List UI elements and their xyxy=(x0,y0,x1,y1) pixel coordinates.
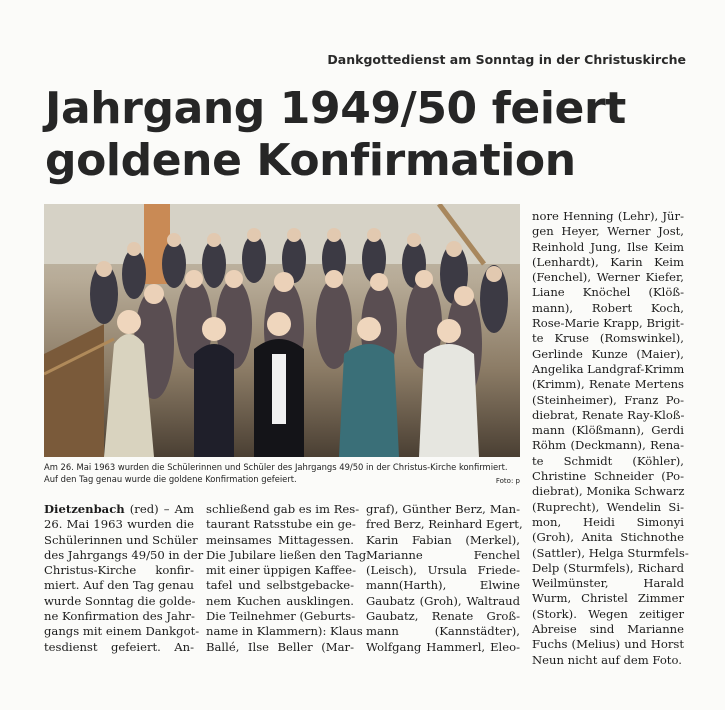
column-line: schließend gab es im Res- xyxy=(206,502,360,516)
column-line: te Kruse (Romswinkel), xyxy=(532,331,684,346)
column-line: (red) – Am xyxy=(129,502,194,516)
kicker: Dankgottedienst am Sonntag in der Christuskirche xyxy=(327,52,686,67)
column-line: des Jahrgangs 49/50 in der xyxy=(44,547,204,562)
column-line: Die Jubilare ließen den Tag xyxy=(206,547,367,562)
column-line: (Groh), Anita Stichnothe xyxy=(532,530,684,545)
column-line: Ballé, Ilse Beller (Mar- xyxy=(206,639,354,654)
column-line: (Leisch), Ursula Friede- xyxy=(366,563,520,578)
headline-line-1: Jahrgang 1949/50 feiert xyxy=(45,83,626,134)
column-line: Christus-Kirche konfir- xyxy=(44,563,194,578)
column-line: mann (Kannstädter), xyxy=(366,624,520,639)
article-column-3 xyxy=(366,502,523,655)
column-line: (Fenchel), Werner Kiefer, xyxy=(532,270,684,285)
column-line: Fuchs (Melius) und Horst xyxy=(532,637,684,652)
column-line: (Sattler), Helga Sturmfels- xyxy=(532,545,689,560)
headline-line-2: goldene Konfirmation xyxy=(45,135,576,186)
caption-text: Am 26. Mai 1963 wurden die Schülerinnen und Schüler des Jahrgangs 49/50 in der Christus-Kirche konfirmiert. Auf den Tag genau wurde die goldene Konfirmation gefeiert. xyxy=(44,462,508,484)
column-line: meinsames Mittagessen. xyxy=(206,532,354,547)
column-line: mann), Robert Koch, xyxy=(532,300,684,315)
column-line: Weilmünster, Harald xyxy=(532,576,684,591)
column-line: mon, Heidi Simonyi xyxy=(532,514,684,529)
column-line: Gerlinde Kunze (Maier), xyxy=(532,346,684,361)
column-line: Wurm, Christel Zimmer xyxy=(532,591,684,606)
column-line: miert. Auf den Tag genau xyxy=(44,578,194,593)
headline xyxy=(45,83,626,187)
column-line: graf), Günther Berz, Man- xyxy=(366,502,520,516)
column-line: Schülerinnen und Schüler xyxy=(44,532,198,547)
column-line: Wolfgang Hammerl, Eleo- xyxy=(366,639,520,654)
group-photo-illustration xyxy=(44,204,520,457)
column-line: (Steinheimer), Franz Po- xyxy=(532,392,684,407)
column-line: Rose-Marie Krapp, Brigit- xyxy=(532,316,684,331)
column-line: Reinhold Jung, Ilse Keim xyxy=(532,239,684,254)
dateline: Dietzenbach xyxy=(44,502,125,516)
column-line: Karin Fabian (Merkel), xyxy=(366,532,520,547)
column-line: Die Teilnehmer (Geburts- xyxy=(206,609,356,624)
column-line: Marianne Fenchel xyxy=(366,547,520,562)
column-line: tafel und selbstgebacke- xyxy=(206,578,354,593)
column-line: Delp (Sturmfels), Richard xyxy=(532,560,684,575)
column-line: nore Henning (Lehr), Jür- xyxy=(532,209,684,223)
column-line: (Stork). Wegen zeitiger xyxy=(532,606,684,621)
article-column-1 xyxy=(44,502,204,655)
column-line: (Lenhardt), Karin Keim xyxy=(532,254,684,269)
column-line: mit einer üppigen Kaffee- xyxy=(206,563,357,578)
column-line: diebrat), Monika Schwarz xyxy=(532,484,685,499)
column-line: gangs mit einem Dankgot- xyxy=(44,624,200,639)
column-line: tesdienst gefeiert. An- xyxy=(44,639,194,654)
column-line: mann(Harth), Elwine xyxy=(366,578,520,593)
article-column-2 xyxy=(206,502,367,655)
column-line: Angelika Landgraf-Krimm xyxy=(532,361,685,376)
column-line: wurde Sonntag die golde- xyxy=(44,593,196,608)
column-line: taurant Ratsstube ein ge- xyxy=(206,517,356,532)
group-photo xyxy=(44,204,520,457)
column-line: Christine Schneider (Po- xyxy=(532,469,684,484)
column-line: Neun nicht auf dem Foto. xyxy=(532,652,682,667)
photo-credit: Foto: p xyxy=(495,477,520,485)
column-line: te Schmidt (Köhler), xyxy=(532,453,684,468)
column-line: Gaubatz (Groh), Waltraud xyxy=(366,593,520,608)
column-line: Abreise sind Marianne xyxy=(532,622,684,637)
column-line: nem Kuchen ausklingen. xyxy=(206,593,354,608)
column-line: Röhm (Deckmann), Rena- xyxy=(532,438,684,453)
column-line: ne Konfirmation des Jahr- xyxy=(44,609,195,624)
column-line: Gaubatz, Renate Groß- xyxy=(366,609,520,624)
column-line: fred Berz, Reinhard Egert, xyxy=(366,517,523,532)
column-line: mann (Klößmann), Gerdi xyxy=(532,423,684,438)
article-column-4 xyxy=(532,209,689,668)
column-line: gen Heyer, Werner Jost, xyxy=(532,224,684,239)
column-line: 26. Mai 1963 wurden die xyxy=(44,517,194,532)
column-line: diebrat, Renate Ray-Kloß- xyxy=(532,407,685,422)
column-line: Liane Knöchel (Klöß- xyxy=(532,285,684,300)
photo-caption xyxy=(44,461,520,485)
column-line: (Ruprecht), Wendelin Si- xyxy=(532,499,684,514)
column-line: (Krimm), Renate Mertens xyxy=(532,377,684,392)
column-line: name in Klammern): Klaus xyxy=(206,624,363,639)
